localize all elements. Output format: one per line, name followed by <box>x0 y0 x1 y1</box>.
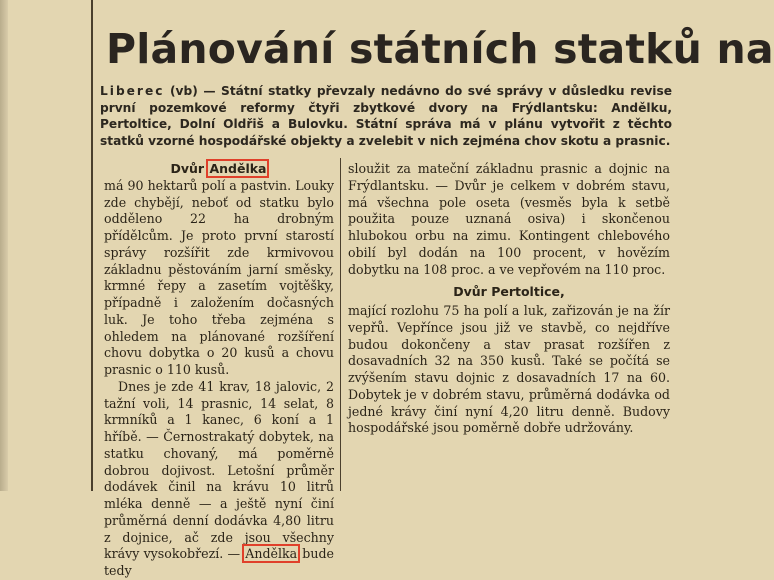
paragraph-andelka-2-text: Dnes je zde 41 krav, 18 jalovic, 2 tažní voli, 14 prasnic, 14 selat, 8 krmníků a 1 kanec, 6 koní a 1 hříbě. — Černostrakatý dobytek, na statku chovaný, má poměrně dobrou dojivost. Letošní průměr dodávek činil na krávu 10 litrů mléka denně — a ještě nyní činí průměrná denní dodávka 4,80 litru z dojnice, ač zde jsou všechny krávy vysokobřezí. — <box>104 378 334 562</box>
column-right <box>348 161 670 437</box>
highlighted-term-andelka-2: Andělka <box>245 546 298 562</box>
article-lead <box>100 83 672 149</box>
lead-body: (vb) — Státní statky převzaly nedávno do své správy v důsledku revise první pozemkové reformy čtyři zbytkové dvory na Frýdlantsku: Andělku, Pertoltice, Dolní Oldřiš a Bulovku. Státní správa má v plánu vytvořit z těchto statků vzorné hospodářské objekty a zvelebit v nich zejména chov skotu a prasnic. <box>100 84 672 148</box>
page-edge <box>0 0 8 491</box>
article-headline: Plánování státních statků na <box>106 25 774 73</box>
section-heading-prefix: Dvůr <box>170 161 209 176</box>
paragraph-andelka-1: má 90 hektarů polí a pastvin. Louky zde chybějí, neboť od statku bylo odděleno 22 ha drobným přídělcům. Je proto první starostí správy rozšířit zde krmivovou základnu pěstováním jarní směsky, krmné řepy a zasetím vojtěšky, případně i založením dočasných luk. Je toho třeba zejména s ohledem na plánované rozšíření chovu dobytka o 20 kusů a chovu prasnic o 110 kusů. <box>104 177 334 377</box>
lead-place: Liberec <box>100 84 165 98</box>
section-heading-pertoltice: Dvůr Pertoltice, <box>453 284 565 300</box>
column-divider <box>340 158 341 491</box>
highlighted-term-andelka: Andělka <box>209 161 267 176</box>
left-column-rule <box>91 0 93 491</box>
section-heading-andelka <box>104 161 334 178</box>
column-left <box>104 161 334 580</box>
paragraph-andelka-2-end: bude tedy <box>104 546 334 578</box>
paragraph-andelka-2 <box>104 379 334 580</box>
paragraph-pertoltice: mající rozlohu 75 ha polí a luk, zařizován je na žír vepřů. Vepřínce jsou již ve stavbě, co nejdříve budou dokončeny a stav prasat rozšířen z dosavadních 32 na 350 kusů. Také se počítá se zvýšením stavu dojnic z dosavadních 17 na 60. Dobytek je v dobrém stavu, průměrná dodávka od jedné krávy činí nyní 4,20 litru denně. Budovy hospodářské jsou poměrně dobře udržovány. <box>348 303 670 436</box>
paragraph-continued: sloužit za mateční základnu prasnic a dojnic na Frýdlantsku. — Dvůr je celkem v dobrém stavu, má všechna pole oseta (vesměs byla k setbě použita pouze uznaná osiva) i skončenou hlubokou orbu na zimu. Kontingent chlebového obilí byl dodán na 100 procent, v hovězím dobytku na 108 proc. a ve vepřovém na 110 proc. <box>348 161 670 277</box>
